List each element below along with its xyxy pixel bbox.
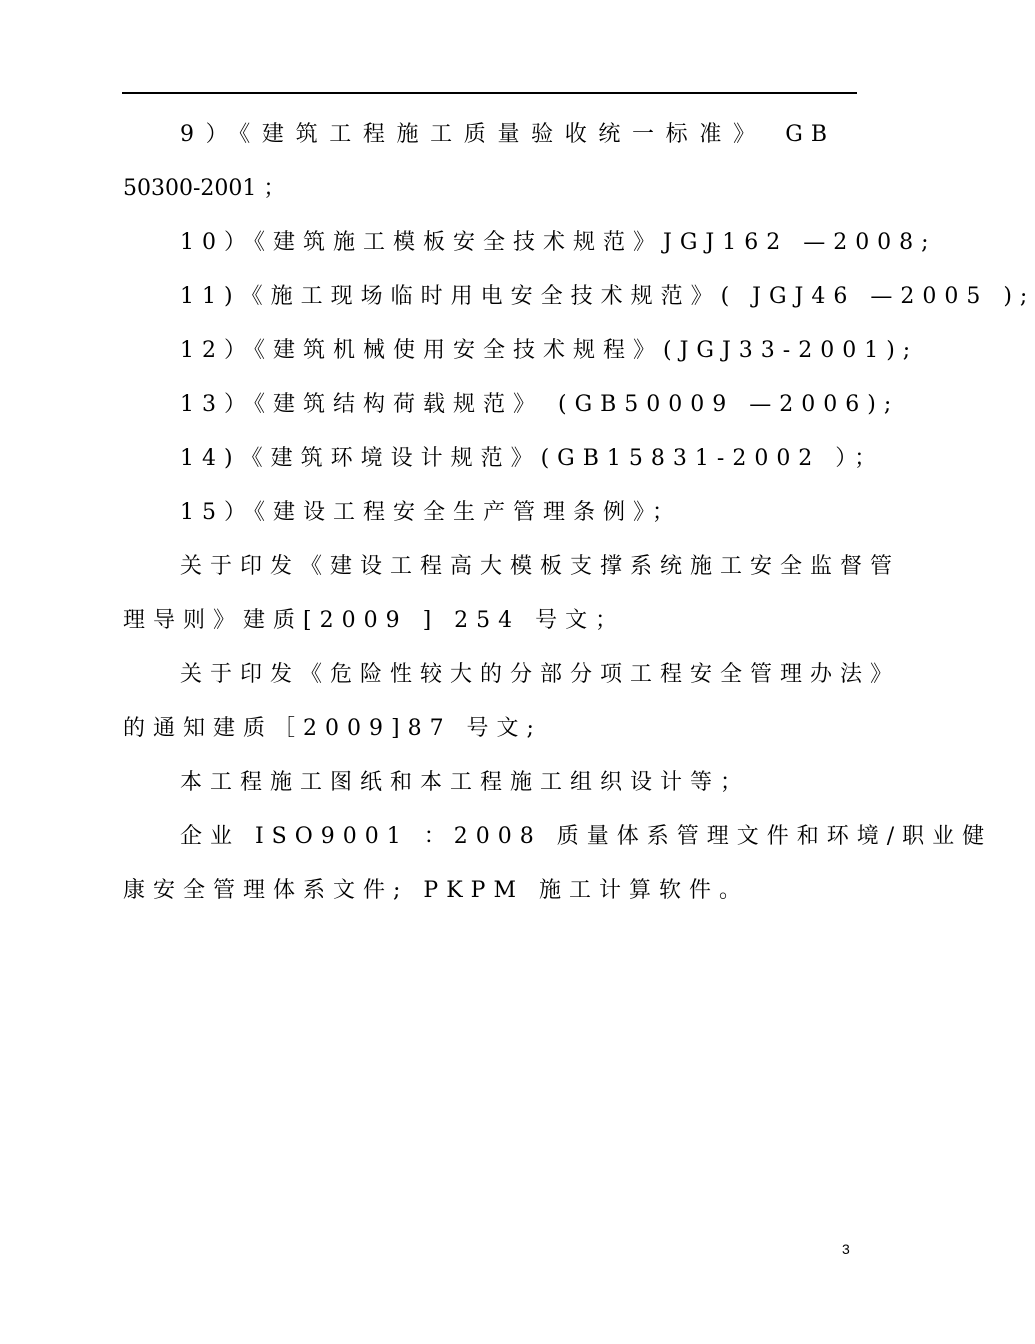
text-line: 10）《建筑施工模板安全技术规范》JGJ162 —2008; bbox=[180, 230, 937, 255]
text-line: 的通知建质［2009]87 号文; bbox=[123, 716, 542, 741]
text-line: 50300-2001 ； bbox=[123, 176, 286, 201]
document-body bbox=[123, 108, 1035, 918]
page-number: 3 bbox=[842, 1241, 850, 1257]
text-line: 14)《建筑环境设计规范》(GB15831-2002 ）； bbox=[180, 446, 885, 471]
text-line: 9）《建筑工程施工质量验收统一标准》 GB bbox=[180, 122, 835, 147]
text-line: 康安全管理体系文件; PKPM 施工计算软件。 bbox=[123, 878, 749, 903]
text-line: 12）《建筑机械使用安全技术规程》(JGJ33-2001); bbox=[180, 338, 919, 363]
text-line: 15）《建设工程安全生产管理条例》； bbox=[180, 500, 682, 525]
text-line: 企业 ISO9001 ：2008 质量体系管理文件和环境/职业健 bbox=[180, 824, 993, 849]
text-line: 理导则》建质[2009 ] 254 号文； bbox=[123, 608, 626, 633]
text-line: 11)《施工现场临时用电安全技术规范》( JGJ46 —2005 ); bbox=[180, 284, 1035, 309]
header-rule bbox=[122, 92, 857, 94]
text-line: 关于印发《建设工程高大模板支撑系统施工安全监督管 bbox=[180, 554, 901, 579]
text-line: 关于印发《危险性较大的分部分项工程安全管理办法》 bbox=[180, 662, 901, 687]
text-line: 13）《建筑结构荷载规范》 (GB50009 —2006); bbox=[180, 392, 900, 417]
text-line: 本工程施工图纸和本工程施工组织设计等； bbox=[180, 770, 751, 795]
